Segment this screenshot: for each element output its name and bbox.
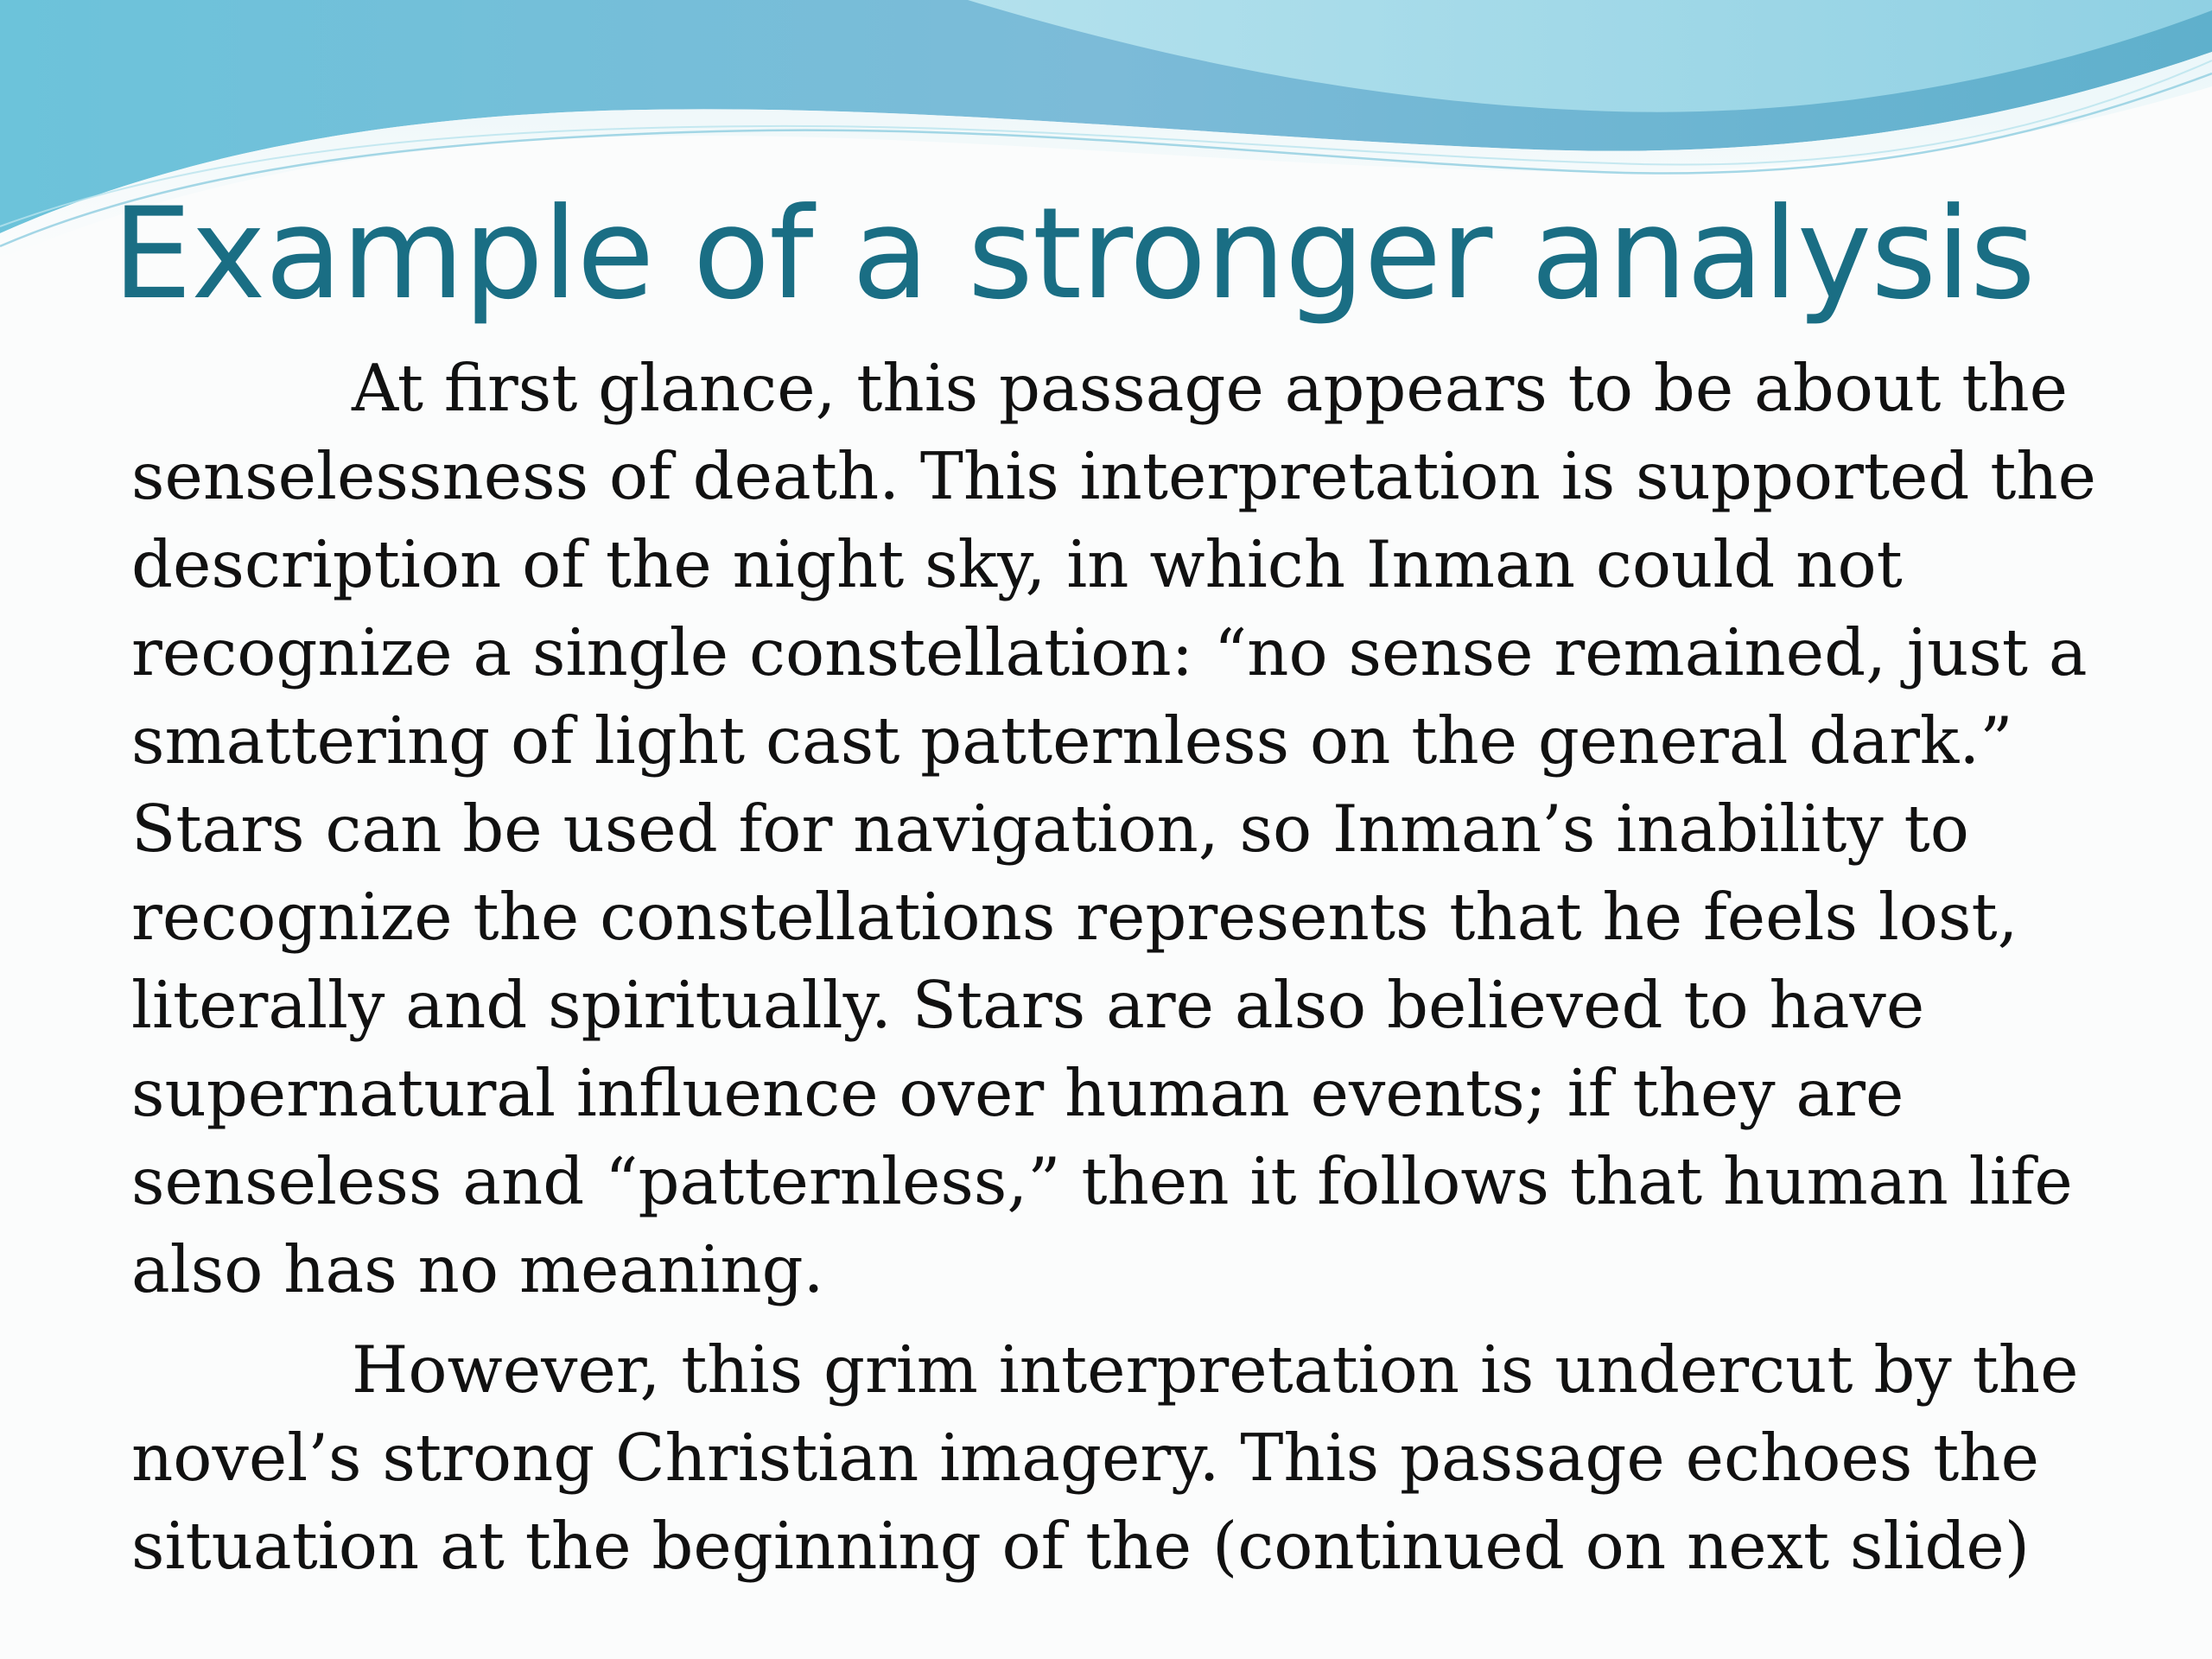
text-line: recognize the constellations represents that he feels lost, <box>131 879 2018 955</box>
paragraph-2 <box>131 1325 2127 1590</box>
text-line: novel’s strong Christian imagery. This passage echoes the <box>131 1420 2039 1496</box>
text-line: also has no meaning. <box>131 1231 824 1307</box>
paragraph-1 <box>131 344 2127 1313</box>
text-line: senselessness of death. This interpretation is supported the <box>131 438 2097 514</box>
text-line: senseless and “patternless,” then it follows that human life <box>131 1143 2073 1219</box>
text-line: description of the night sky, in which Inman could not <box>131 526 1903 602</box>
text-line: recognize a single constellation: “no sense remained, just a <box>131 614 2088 690</box>
analysis-body <box>131 344 2127 1590</box>
text-line: situation at the beginning of the (continued on next slide) <box>131 1508 2031 1584</box>
text-line: However, this grim interpretation is undercut by the <box>352 1332 2079 1408</box>
slide-title: Example of a stronger analysis <box>112 181 2035 327</box>
text-line: Stars can be used for navigation, so Inman’s inability to <box>131 791 1969 867</box>
text-line: supernatural influence over human events; if they are <box>131 1055 1904 1131</box>
text-line: literally and spiritually. Stars are also believed to have <box>131 967 1925 1043</box>
text-line: At first glance, this passage appears to be about the <box>352 350 2069 426</box>
text-line: smattering of light cast patternless on the general dark.” <box>131 702 2013 779</box>
